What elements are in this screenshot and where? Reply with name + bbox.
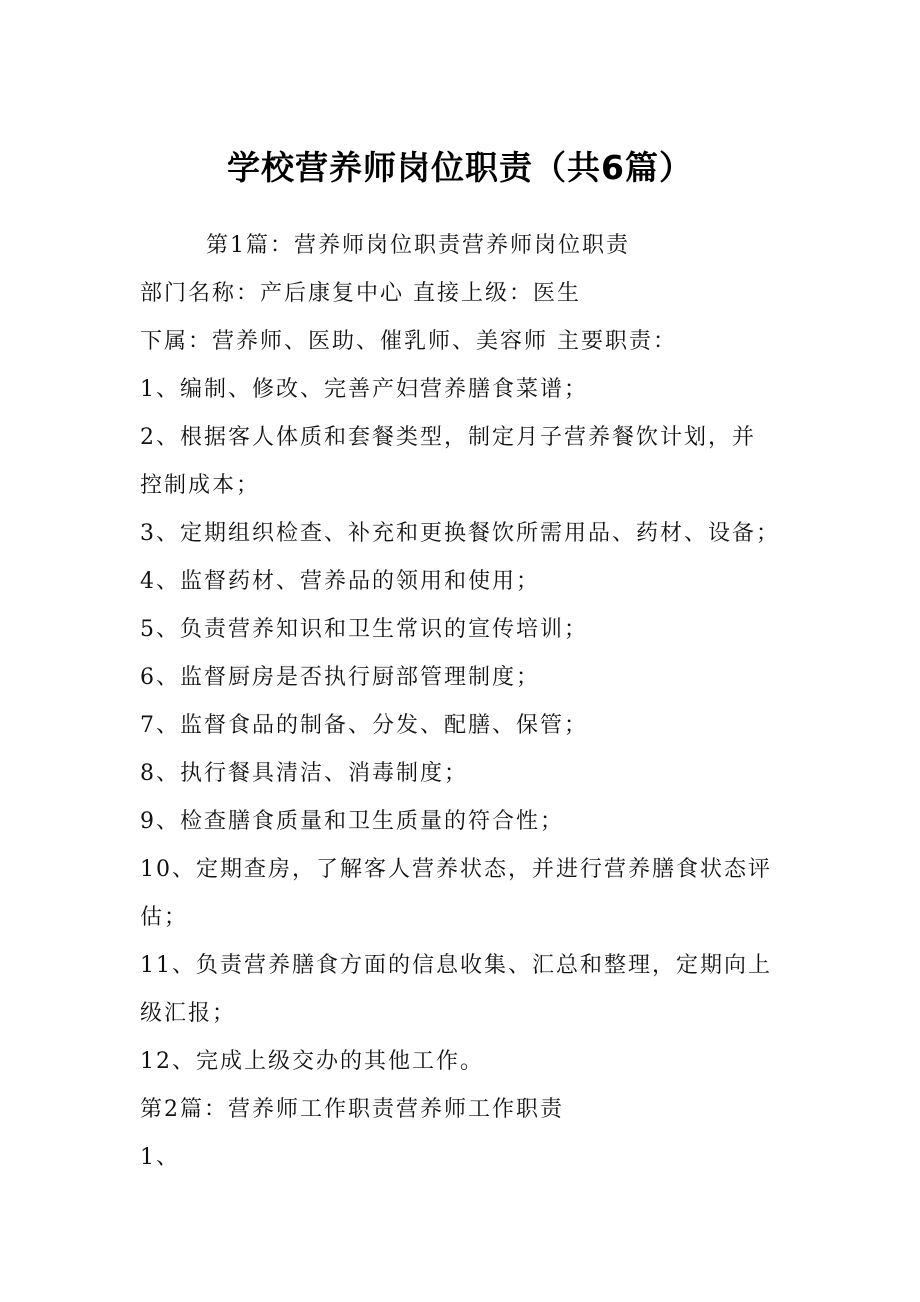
duty-item: 3、定期组织检查、补充和更换餐饮所需用品、药材、设备； bbox=[140, 521, 780, 546]
duty-item: 5、负责营养知识和卫生常识的宣传培训； bbox=[140, 617, 588, 642]
subordinates-line: 下属：营养师、医助、催乳师、美容师 主要职责： bbox=[140, 329, 677, 354]
duty-item: 12、完成上级交办的其他工作。 bbox=[140, 1049, 484, 1074]
department-line: 部门名称：产后康复中心 直接上级：医生 bbox=[140, 281, 581, 306]
duty-item: 4、监督药材、营养品的领用和使用； bbox=[140, 569, 540, 594]
duty-item: 1、编制、修改、完善产妇营养膳食菜谱； bbox=[140, 377, 588, 402]
document-body bbox=[140, 222, 800, 1182]
duty-item-continued: 级汇报； bbox=[140, 1001, 237, 1026]
duty-item-continued: 控制成本； bbox=[140, 473, 261, 498]
document-title: 学校营养师岗位职责（共6篇） bbox=[227, 148, 693, 187]
section-1-heading: 第1篇：营养师岗位职责营养师岗位职责 bbox=[206, 233, 630, 258]
duty-item: 8、执行餐具清洁、消毒制度； bbox=[140, 761, 468, 786]
section-2-heading: 第2篇：营养师工作职责营养师工作职责 bbox=[140, 1097, 564, 1122]
duty-item: 11、负责营养膳食方面的信息收集、汇总和整理，定期向上 bbox=[140, 953, 772, 978]
duty-item: 6、监督厨房是否执行厨部管理制度； bbox=[140, 665, 540, 690]
duty-item: 10、定期查房，了解客人营养状态，并进行营养膳食状态评 bbox=[140, 857, 772, 882]
duty-item: 2、根据客人体质和套餐类型，制定月子营养餐饮计划，并 bbox=[140, 425, 756, 450]
duty-item: 7、监督食品的制备、分发、配膳、保管； bbox=[140, 713, 588, 738]
duty-item: 1、 bbox=[140, 1145, 180, 1170]
duty-item-continued: 估； bbox=[140, 905, 189, 930]
duty-item: 9、检查膳食质量和卫生质量的符合性； bbox=[140, 809, 564, 834]
